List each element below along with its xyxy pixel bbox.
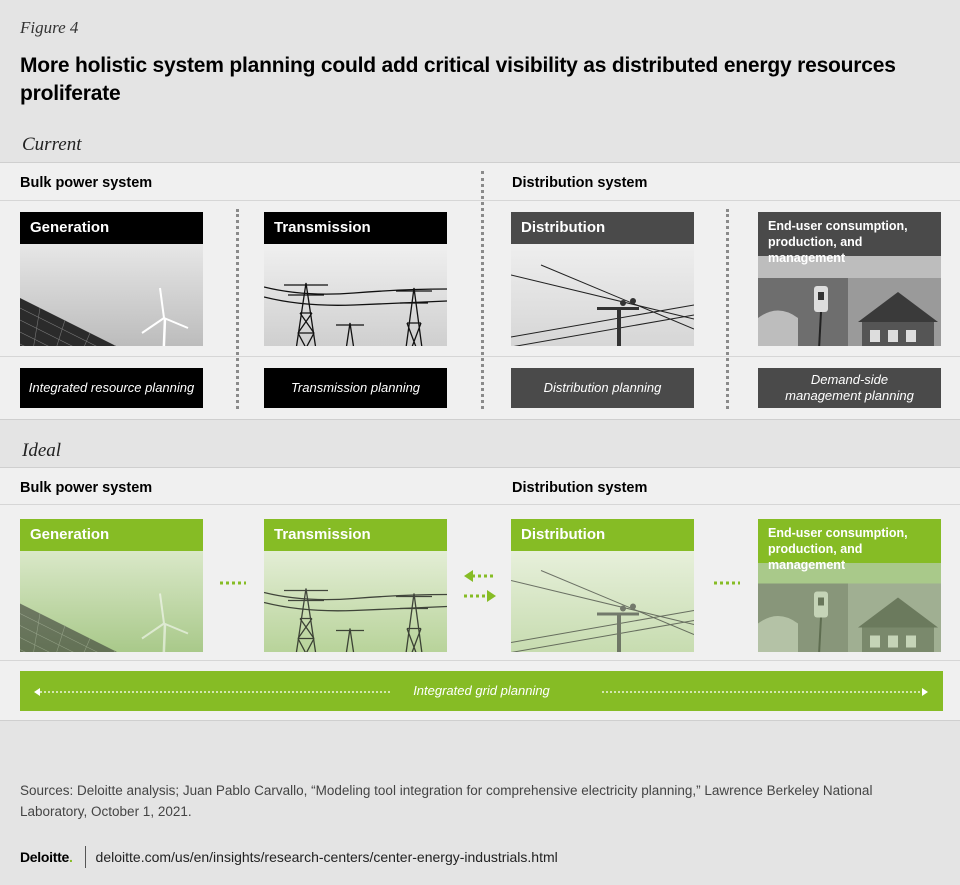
card-end-user [758,519,941,652]
divider-dots [481,171,484,409]
divider-dots [726,209,729,409]
figure-label: Figure 4 [20,18,79,37]
card-title: End-user consumption, production, and management [758,212,941,256]
integrated-grid-planning-bar [20,671,943,711]
footer-divider [85,846,86,868]
divider-dots [236,209,239,409]
card-generation [20,519,203,652]
footer-url[interactable]: deloitte.com/us/en/insights/research-centers/center-energy-industrials.html [95,849,558,865]
current-dist-label: Distribution system [512,175,648,191]
ideal-bulk-label: Bulk power system [20,480,153,496]
card-distribution [511,212,694,346]
card-end-user [758,212,941,346]
plan-integrated-resource: Integrated resource planning [20,368,203,408]
plan-distribution: Distribution planning [511,368,694,408]
card-title: Distribution [511,519,694,551]
card-transmission [264,519,447,652]
plan-transmission: Transmission planning [264,368,447,408]
ideal-section-label: Ideal [22,440,62,461]
sources-note: Sources: Deloitte analysis; Juan Pablo Carvallo, “Modeling tool integration for comprehensive electricity planning,” Lawrence Berkeley National Laboratory, October 1, 2021. [20,783,873,819]
card-title: Generation [20,519,203,551]
integrated-grid-planning-label: Integrated grid planning [413,683,550,698]
ideal-dist-label: Distribution system [512,480,648,496]
connector-dots [712,578,742,588]
card-title: Distribution [511,212,694,244]
plan-demand-side: Demand-side management planning [758,368,941,408]
card-generation [20,212,203,346]
current-bulk-label: Bulk power system [20,175,153,191]
footer [20,846,558,868]
deloitte-logo: Deloitte. [20,849,73,865]
card-transmission [264,212,447,346]
card-distribution [511,519,694,652]
figure-title: More holistic system planning could add critical visibility as distributed energy resources proliferate [20,54,896,105]
card-title: Generation [20,212,203,244]
current-panel [0,162,960,420]
connector-dots [218,578,248,588]
card-title: Transmission [264,212,447,244]
bidirectional-arrows-icon [460,566,500,606]
card-title: End-user consumption, production, and management [758,519,941,563]
current-section-label: Current [22,134,82,155]
right-arrow-icon [600,687,930,697]
card-title: Transmission [264,519,447,551]
